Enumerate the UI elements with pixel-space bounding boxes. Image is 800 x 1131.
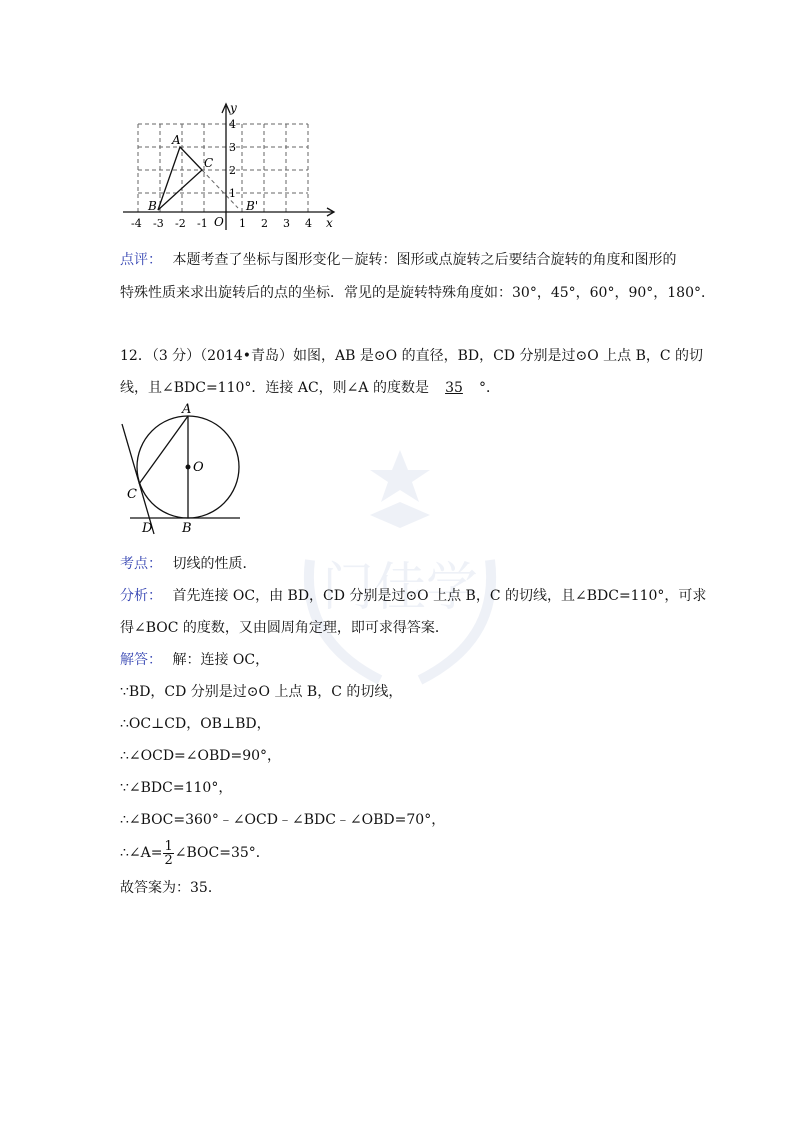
jieda-text-7a: ∴∠A=	[120, 845, 163, 861]
y-tick-label: 1	[229, 187, 236, 200]
comment-line-2	[120, 283, 715, 303]
y-axis-label: y	[230, 101, 237, 115]
point-label-d: D	[142, 521, 153, 536]
question-12-text-3: °．	[478, 380, 500, 396]
point-label-b: B	[148, 199, 157, 213]
x-tick-label: 4	[305, 217, 312, 230]
comment-text-1: 本题考查了坐标与图形变化－旋转：图形或点旋转之后要结合旋转的角度和图形的	[172, 252, 677, 268]
jieda-text-4: ∴∠OCD=∠OBD=90°，	[120, 748, 282, 764]
x-tick-label: 3	[283, 217, 290, 230]
question-12-line-2	[120, 378, 500, 398]
fenxi-text-1: 首先连接 OC，由 BD，CD 分别是过⊙O 上点 B，C 的切线，且∠BDC=110°，可求	[172, 588, 707, 604]
x-tick-label: -1	[197, 217, 208, 230]
watermark-text: 门佳学	[321, 558, 479, 618]
x-tick-label: 1	[239, 217, 246, 230]
y-tick-label: 4	[229, 118, 236, 131]
origin-label: O	[214, 215, 224, 229]
jieda-text-1: 解：连接 OC，	[172, 652, 270, 668]
y-tick-label: 3	[229, 141, 236, 154]
jieda-line-5	[120, 778, 232, 798]
comment-label: 点评：	[120, 252, 162, 268]
jieda-text-2: ∵BD，CD 分别是过⊙O 上点 B，C 的切线，	[120, 684, 403, 700]
answer-blank: 35	[445, 380, 463, 396]
point-label-c: C	[204, 156, 214, 170]
fraction-denominator: 2	[164, 852, 173, 868]
fenxi-line-2	[120, 618, 449, 638]
x-tick-label: -4	[131, 217, 142, 230]
comment-line-1	[120, 250, 676, 270]
fenxi-label: 分析：	[120, 588, 162, 604]
jieda-line-4	[120, 746, 281, 766]
circle-tangent-figure	[118, 400, 248, 536]
kaodian-line	[120, 554, 256, 574]
jieda-text-8: 故答案为：35．	[120, 880, 222, 896]
point-label-a: A	[172, 133, 181, 147]
jieda-text-3: ∴OC⊥CD，OB⊥BD，	[120, 716, 271, 732]
question-12-text-2: 线，且∠BDC=110°．连接 AC，则∠A 的度数是	[120, 380, 429, 396]
x-tick-label: -3	[153, 217, 164, 230]
jieda-line-8	[120, 878, 222, 898]
question-12-text-1: 12．（3 分）（2014•青岛）如图，AB 是⊙O 的直径，BD，CD 分别是过⊙O 上点 B，C 的切	[120, 348, 704, 364]
point-label-o: O	[193, 460, 204, 475]
x-axis-label: x	[326, 216, 333, 230]
point-label-a: A	[182, 402, 192, 417]
kaodian-label: 考点：	[120, 556, 162, 572]
fraction-one-half	[163, 840, 173, 867]
jieda-line-2	[120, 682, 402, 702]
kaodian-text: 切线的性质．	[172, 556, 257, 572]
y-tick-label: 2	[229, 164, 236, 177]
jieda-line-3	[120, 714, 271, 734]
jieda-text-5: ∵∠BDC=110°，	[120, 780, 233, 796]
coordinate-figure	[118, 100, 348, 232]
question-12-line-1	[120, 346, 703, 366]
fenxi-text-2: 得∠BOC 的度数，又由圆周角定理，即可求得答案．	[120, 620, 449, 636]
x-tick-label: -2	[175, 217, 186, 230]
jieda-text-7b: ∠BOC=35°．	[174, 845, 270, 861]
watermark-logo	[280, 440, 520, 700]
jieda-line-1	[120, 650, 269, 670]
point-label-b-prime: B'	[246, 199, 259, 213]
jieda-line-6	[120, 810, 445, 830]
point-label-c: C	[127, 487, 137, 502]
point-label-b: B	[182, 521, 192, 536]
fraction-numerator: 1	[164, 838, 173, 854]
jieda-label: 解答：	[120, 652, 162, 668]
comment-text-2: 特殊性质来求出旋转后的点的坐标．常见的是旋转特殊角度如：30°，45°，60°，90°，180°．	[120, 285, 715, 301]
x-tick-label: 2	[261, 217, 268, 230]
jieda-text-6: ∴∠BOC=360°﹣∠OCD﹣∠BDC﹣∠OBD=70°，	[120, 812, 446, 828]
fenxi-line-1	[120, 586, 706, 606]
jieda-line-7	[120, 838, 270, 868]
